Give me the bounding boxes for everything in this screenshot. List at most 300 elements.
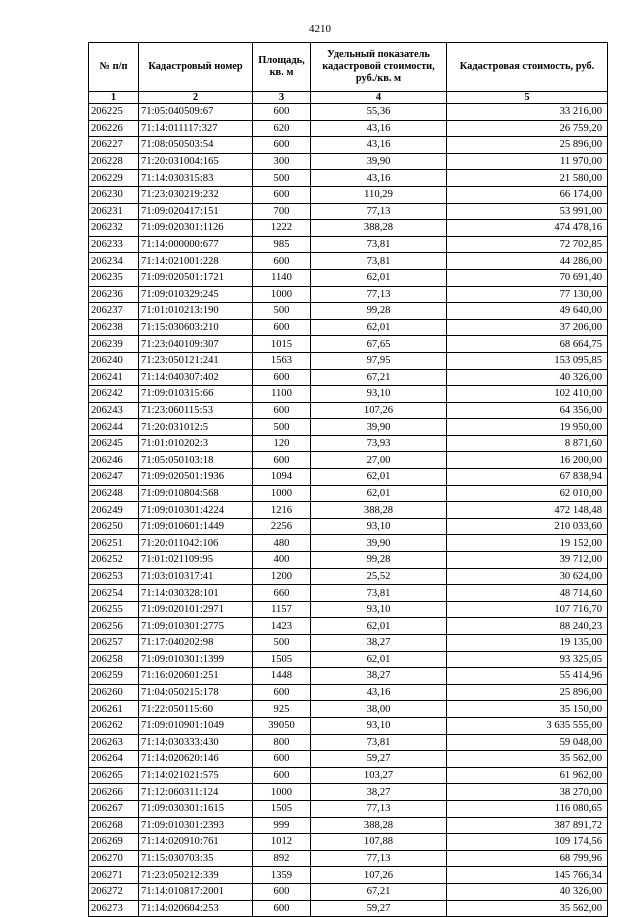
table-row (89, 286, 608, 303)
cell-cadastral-number: 71:04:050215:178 (139, 684, 253, 701)
cell-unit-value: 62,01 (311, 618, 447, 635)
cell-cadastral-number: 71:09:010901:1049 (139, 717, 253, 734)
cell-cadastral-value: 35 562,00 (447, 751, 608, 768)
cell-cadastral-number: 71:09:010301:2393 (139, 817, 253, 834)
cell-area: 1359 (253, 867, 311, 884)
cell-row-number: 206240 (89, 352, 139, 369)
cell-cadastral-value: 30 624,00 (447, 568, 608, 585)
table-row (89, 137, 608, 154)
table-row (89, 684, 608, 701)
cell-cadastral-value: 70 691,40 (447, 269, 608, 286)
cell-cadastral-value: 66 174,00 (447, 186, 608, 203)
table-row (89, 568, 608, 585)
cell-unit-value: 97,95 (311, 352, 447, 369)
cell-unit-value: 107,26 (311, 867, 447, 884)
cell-cadastral-value: 62 010,00 (447, 485, 608, 502)
table-row (89, 784, 608, 801)
cell-cadastral-value: 35 562,00 (447, 900, 608, 917)
cell-cadastral-number: 71:05:050103:18 (139, 452, 253, 469)
table-row (89, 236, 608, 253)
table-row (89, 303, 608, 320)
cell-area: 1140 (253, 269, 311, 286)
cell-unit-value: 93,10 (311, 386, 447, 403)
cell-cadastral-value: 44 286,00 (447, 253, 608, 270)
cell-area: 600 (253, 767, 311, 784)
cell-area: 925 (253, 701, 311, 718)
cell-area: 600 (253, 402, 311, 419)
table-row (89, 419, 608, 436)
cell-unit-value: 110,29 (311, 186, 447, 203)
cell-cadastral-value: 116 080,65 (447, 800, 608, 817)
cell-row-number: 206273 (89, 900, 139, 917)
table-row (89, 800, 608, 817)
cell-area: 985 (253, 236, 311, 253)
column-number: 2 (139, 92, 253, 104)
cell-row-number: 206267 (89, 800, 139, 817)
cell-cadastral-number: 71:23:040109:307 (139, 336, 253, 353)
table-row (89, 469, 608, 486)
cell-cadastral-number: 71:14:040307:402 (139, 369, 253, 386)
table-row (89, 883, 608, 900)
column-number: 4 (311, 92, 447, 104)
cell-cadastral-number: 71:20:031004:165 (139, 153, 253, 170)
cell-area: 1563 (253, 352, 311, 369)
cell-area: 660 (253, 585, 311, 602)
cell-row-number: 206272 (89, 883, 139, 900)
cell-cadastral-value: 88 240,23 (447, 618, 608, 635)
cell-row-number: 206230 (89, 186, 139, 203)
cell-cadastral-value: 93 325,05 (447, 651, 608, 668)
cell-cadastral-number: 71:14:020620:146 (139, 751, 253, 768)
table-row (89, 618, 608, 635)
cell-cadastral-number: 71:01:010202:3 (139, 435, 253, 452)
cell-unit-value: 73,81 (311, 734, 447, 751)
table-row (89, 900, 608, 917)
cell-area: 1448 (253, 668, 311, 685)
cell-cadastral-value: 16 200,00 (447, 452, 608, 469)
cell-unit-value: 39,90 (311, 153, 447, 170)
cell-area: 700 (253, 203, 311, 220)
table-row (89, 701, 608, 718)
cell-row-number: 206271 (89, 867, 139, 884)
cell-row-number: 206268 (89, 817, 139, 834)
cell-cadastral-value: 153 095,85 (447, 352, 608, 369)
cell-row-number: 206242 (89, 386, 139, 403)
cell-area: 600 (253, 253, 311, 270)
cell-area: 500 (253, 170, 311, 187)
table-row (89, 319, 608, 336)
cell-unit-value: 43,16 (311, 684, 447, 701)
cell-unit-value: 93,10 (311, 518, 447, 535)
cell-cadastral-value: 37 206,00 (447, 319, 608, 336)
cell-unit-value: 73,93 (311, 435, 447, 452)
cell-cadastral-value: 68 664,75 (447, 336, 608, 353)
table-row (89, 153, 608, 170)
cell-area: 400 (253, 552, 311, 569)
cell-row-number: 206270 (89, 850, 139, 867)
table-row (89, 253, 608, 270)
cell-unit-value: 73,81 (311, 236, 447, 253)
cell-area: 1000 (253, 485, 311, 502)
cell-row-number: 206266 (89, 784, 139, 801)
cell-row-number: 206256 (89, 618, 139, 635)
cell-row-number: 206234 (89, 253, 139, 270)
cell-cadastral-number: 71:20:011042:106 (139, 535, 253, 552)
cell-cadastral-number: 71:23:030219:232 (139, 186, 253, 203)
cell-cadastral-value: 53 991,00 (447, 203, 608, 220)
cell-row-number: 206238 (89, 319, 139, 336)
cell-cadastral-number: 71:14:020604:253 (139, 900, 253, 917)
cell-row-number: 206232 (89, 220, 139, 237)
cell-cadastral-value: 59 048,00 (447, 734, 608, 751)
cell-cadastral-value: 19 152,00 (447, 535, 608, 552)
table-row (89, 734, 608, 751)
cell-area: 600 (253, 186, 311, 203)
table-row (89, 369, 608, 386)
cell-row-number: 206235 (89, 269, 139, 286)
cell-row-number: 206262 (89, 717, 139, 734)
cell-cadastral-value: 145 766,34 (447, 867, 608, 884)
table-row (89, 402, 608, 419)
cell-unit-value: 107,26 (311, 402, 447, 419)
cell-cadastral-number: 71:09:010804:568 (139, 485, 253, 502)
cell-row-number: 206258 (89, 651, 139, 668)
column-number: 3 (253, 92, 311, 104)
cell-cadastral-value: 19 135,00 (447, 635, 608, 652)
cell-unit-value: 38,27 (311, 635, 447, 652)
cell-cadastral-number: 71:14:011117:327 (139, 120, 253, 137)
cell-cadastral-value: 8 871,60 (447, 435, 608, 452)
column-number-row (89, 92, 608, 104)
cell-unit-value: 77,13 (311, 800, 447, 817)
cell-cadastral-value: 21 580,00 (447, 170, 608, 187)
cell-unit-value: 99,28 (311, 303, 447, 320)
cell-unit-value: 107,88 (311, 834, 447, 851)
cell-cadastral-value: 11 970,00 (447, 153, 608, 170)
cell-cadastral-value: 3 635 555,00 (447, 717, 608, 734)
table-row (89, 435, 608, 452)
cell-unit-value: 73,81 (311, 253, 447, 270)
table-row (89, 186, 608, 203)
cell-unit-value: 59,27 (311, 751, 447, 768)
cell-area: 1200 (253, 568, 311, 585)
cell-area: 1000 (253, 784, 311, 801)
table-row (89, 635, 608, 652)
cell-row-number: 206225 (89, 104, 139, 121)
cell-area: 600 (253, 900, 311, 917)
cell-area: 39050 (253, 717, 311, 734)
cell-cadastral-number: 71:14:021001:228 (139, 253, 253, 270)
cell-area: 1000 (253, 286, 311, 303)
cell-unit-value: 39,90 (311, 419, 447, 436)
cell-cadastral-number: 71:20:031012:5 (139, 419, 253, 436)
cell-cadastral-number: 71:16:020601:251 (139, 668, 253, 685)
cell-cadastral-value: 64 356,00 (447, 402, 608, 419)
page-number: 4210 (309, 23, 331, 35)
cell-cadastral-value: 68 799,96 (447, 850, 608, 867)
cell-area: 600 (253, 684, 311, 701)
table-row (89, 104, 608, 121)
cell-unit-value: 43,16 (311, 170, 447, 187)
cell-unit-value: 43,16 (311, 137, 447, 154)
cell-row-number: 206263 (89, 734, 139, 751)
cell-row-number: 206245 (89, 435, 139, 452)
cell-row-number: 206253 (89, 568, 139, 585)
cell-unit-value: 388,28 (311, 220, 447, 237)
cell-cadastral-number: 71:09:010329:245 (139, 286, 253, 303)
cell-cadastral-number: 71:09:010601:1449 (139, 518, 253, 535)
cell-area: 500 (253, 635, 311, 652)
cell-unit-value: 62,01 (311, 469, 447, 486)
cell-cadastral-number: 71:05:040509:67 (139, 104, 253, 121)
cell-cadastral-value: 61 962,00 (447, 767, 608, 784)
cell-area: 999 (253, 817, 311, 834)
table-row (89, 867, 608, 884)
cell-unit-value: 77,13 (311, 286, 447, 303)
table-row (89, 203, 608, 220)
cell-cadastral-number: 71:14:030328:101 (139, 585, 253, 602)
cell-unit-value: 73,81 (311, 585, 447, 602)
cadastral-value-table (88, 42, 608, 917)
cell-cadastral-value: 109 174,56 (447, 834, 608, 851)
cell-cadastral-number: 71:15:030603:210 (139, 319, 253, 336)
cell-row-number: 206243 (89, 402, 139, 419)
cell-row-number: 206231 (89, 203, 139, 220)
cell-area: 1505 (253, 651, 311, 668)
table-row (89, 585, 608, 602)
table-row (89, 452, 608, 469)
cell-area: 480 (253, 535, 311, 552)
cell-unit-value: 62,01 (311, 269, 447, 286)
cell-cadastral-number: 71:15:030703:35 (139, 850, 253, 867)
cell-cadastral-number: 71:14:010817:2001 (139, 883, 253, 900)
cell-cadastral-value: 67 838,94 (447, 469, 608, 486)
table-row (89, 834, 608, 851)
cell-area: 500 (253, 419, 311, 436)
header-area: Площадь, кв. м (253, 43, 311, 92)
cell-cadastral-number: 71:01:021109:95 (139, 552, 253, 569)
cell-area: 1505 (253, 800, 311, 817)
table-row (89, 817, 608, 834)
cell-cadastral-value: 35 150,00 (447, 701, 608, 718)
cell-row-number: 206237 (89, 303, 139, 320)
cell-cadastral-value: 210 033,60 (447, 518, 608, 535)
cell-area: 2256 (253, 518, 311, 535)
cell-cadastral-value: 38 270,00 (447, 784, 608, 801)
table-row (89, 535, 608, 552)
cell-cadastral-value: 25 896,00 (447, 137, 608, 154)
column-number: 1 (89, 92, 139, 104)
cell-cadastral-value: 26 759,20 (447, 120, 608, 137)
table-row (89, 751, 608, 768)
cell-area: 600 (253, 883, 311, 900)
cell-cadastral-number: 71:12:060311:124 (139, 784, 253, 801)
cell-row-number: 206264 (89, 751, 139, 768)
cell-area: 600 (253, 369, 311, 386)
cell-row-number: 206226 (89, 120, 139, 137)
table-row (89, 767, 608, 784)
cell-row-number: 206250 (89, 518, 139, 535)
cell-area: 600 (253, 452, 311, 469)
cell-cadastral-value: 40 326,00 (447, 369, 608, 386)
cell-area: 1094 (253, 469, 311, 486)
table-row (89, 651, 608, 668)
cell-unit-value: 62,01 (311, 485, 447, 502)
cell-area: 1157 (253, 601, 311, 618)
cell-cadastral-value: 39 712,00 (447, 552, 608, 569)
cell-unit-value: 77,13 (311, 203, 447, 220)
cell-row-number: 206244 (89, 419, 139, 436)
cell-unit-value: 67,21 (311, 883, 447, 900)
header-cadastral-value: Кадастровая стоимость, руб. (447, 43, 608, 92)
cell-cadastral-number: 71:09:010301:4224 (139, 502, 253, 519)
cell-area: 1423 (253, 618, 311, 635)
cell-cadastral-number: 71:22:050115:60 (139, 701, 253, 718)
cell-cadastral-number: 71:17:040202:98 (139, 635, 253, 652)
cell-row-number: 206261 (89, 701, 139, 718)
cell-cadastral-value: 387 891,72 (447, 817, 608, 834)
cell-cadastral-value: 33 216,00 (447, 104, 608, 121)
cell-cadastral-value: 107 716,70 (447, 601, 608, 618)
cell-cadastral-value: 40 326,00 (447, 883, 608, 900)
table-row (89, 850, 608, 867)
cell-unit-value: 59,27 (311, 900, 447, 917)
cell-row-number: 206247 (89, 469, 139, 486)
cell-cadastral-value: 49 640,00 (447, 303, 608, 320)
cell-unit-value: 62,01 (311, 651, 447, 668)
cell-row-number: 206228 (89, 153, 139, 170)
cell-unit-value: 388,28 (311, 817, 447, 834)
cell-cadastral-number: 71:03:010317:41 (139, 568, 253, 585)
cell-row-number: 206248 (89, 485, 139, 502)
table-row (89, 336, 608, 353)
cell-cadastral-number: 71:14:021021:575 (139, 767, 253, 784)
cell-row-number: 206239 (89, 336, 139, 353)
cell-unit-value: 27,00 (311, 452, 447, 469)
cell-cadastral-number: 71:14:030315:83 (139, 170, 253, 187)
header-cadastral-number: Кадастровый номер (139, 43, 253, 92)
cell-cadastral-number: 71:09:020501:1721 (139, 269, 253, 286)
cell-row-number: 206227 (89, 137, 139, 154)
cell-area: 1216 (253, 502, 311, 519)
cell-cadastral-number: 71:09:010301:1399 (139, 651, 253, 668)
cell-cadastral-value: 472 148,48 (447, 502, 608, 519)
header-unit-value: Удельный показатель кадастровой стоимости, руб./кв. м (311, 43, 447, 92)
cell-area: 1222 (253, 220, 311, 237)
cell-cadastral-number: 71:09:020417:151 (139, 203, 253, 220)
table-row (89, 552, 608, 569)
cell-row-number: 206249 (89, 502, 139, 519)
cell-unit-value: 93,10 (311, 601, 447, 618)
table-row (89, 717, 608, 734)
cell-cadastral-value: 72 702,85 (447, 236, 608, 253)
cell-row-number: 206241 (89, 369, 139, 386)
cell-area: 892 (253, 850, 311, 867)
cell-area: 1012 (253, 834, 311, 851)
cell-cadastral-number: 71:23:050212:339 (139, 867, 253, 884)
cell-cadastral-value: 77 130,00 (447, 286, 608, 303)
cell-row-number: 206233 (89, 236, 139, 253)
cell-unit-value: 39,90 (311, 535, 447, 552)
cell-row-number: 206260 (89, 684, 139, 701)
cell-unit-value: 67,65 (311, 336, 447, 353)
cell-area: 600 (253, 104, 311, 121)
table-body (89, 104, 608, 917)
cell-row-number: 206229 (89, 170, 139, 187)
cell-cadastral-number: 71:08:050503:54 (139, 137, 253, 154)
cell-area: 300 (253, 153, 311, 170)
cell-unit-value: 38,00 (311, 701, 447, 718)
cell-row-number: 206251 (89, 535, 139, 552)
cell-row-number: 206265 (89, 767, 139, 784)
cell-unit-value: 38,27 (311, 668, 447, 685)
header-row-number: № п/п (89, 43, 139, 92)
cell-cadastral-number: 71:09:010315:66 (139, 386, 253, 403)
cell-area: 120 (253, 435, 311, 452)
cell-area: 620 (253, 120, 311, 137)
table-row (89, 485, 608, 502)
table-row (89, 502, 608, 519)
cell-cadastral-number: 71:14:020910:761 (139, 834, 253, 851)
cell-cadastral-number: 71:09:020501:1936 (139, 469, 253, 486)
cell-unit-value: 67,21 (311, 369, 447, 386)
cell-cadastral-value: 55 414,96 (447, 668, 608, 685)
cell-area: 1015 (253, 336, 311, 353)
cell-cadastral-value: 25 896,00 (447, 684, 608, 701)
cell-row-number: 206252 (89, 552, 139, 569)
cell-row-number: 206269 (89, 834, 139, 851)
cell-unit-value: 25,52 (311, 568, 447, 585)
cell-cadastral-number: 71:14:030333:430 (139, 734, 253, 751)
table-row (89, 518, 608, 535)
cell-unit-value: 38,27 (311, 784, 447, 801)
cell-row-number: 206236 (89, 286, 139, 303)
cell-cadastral-number: 71:23:060115:53 (139, 402, 253, 419)
cell-row-number: 206254 (89, 585, 139, 602)
cell-cadastral-number: 71:09:010301:2775 (139, 618, 253, 635)
table-row (89, 120, 608, 137)
table-row (89, 269, 608, 286)
cell-unit-value: 43,16 (311, 120, 447, 137)
cell-unit-value: 93,10 (311, 717, 447, 734)
cell-row-number: 206246 (89, 452, 139, 469)
cell-area: 600 (253, 137, 311, 154)
cell-cadastral-value: 102 410,00 (447, 386, 608, 403)
cell-cadastral-number: 71:09:020101:2971 (139, 601, 253, 618)
cell-area: 600 (253, 751, 311, 768)
cell-area: 800 (253, 734, 311, 751)
table-row (89, 601, 608, 618)
cell-unit-value: 99,28 (311, 552, 447, 569)
cell-cadastral-value: 48 714,60 (447, 585, 608, 602)
column-number: 5 (447, 92, 608, 104)
table-row (89, 386, 608, 403)
cell-row-number: 206255 (89, 601, 139, 618)
cell-area: 500 (253, 303, 311, 320)
table-row (89, 352, 608, 369)
cell-cadastral-number: 71:01:010213:190 (139, 303, 253, 320)
cell-row-number: 206259 (89, 668, 139, 685)
cell-unit-value: 55,36 (311, 104, 447, 121)
cell-unit-value: 77,13 (311, 850, 447, 867)
cell-cadastral-number: 71:09:020301:1126 (139, 220, 253, 237)
cell-cadastral-number: 71:23:050121:241 (139, 352, 253, 369)
cell-cadastral-number: 71:09:030301:1615 (139, 800, 253, 817)
cell-unit-value: 103,27 (311, 767, 447, 784)
cell-area: 1100 (253, 386, 311, 403)
cell-area: 600 (253, 319, 311, 336)
cell-unit-value: 62,01 (311, 319, 447, 336)
